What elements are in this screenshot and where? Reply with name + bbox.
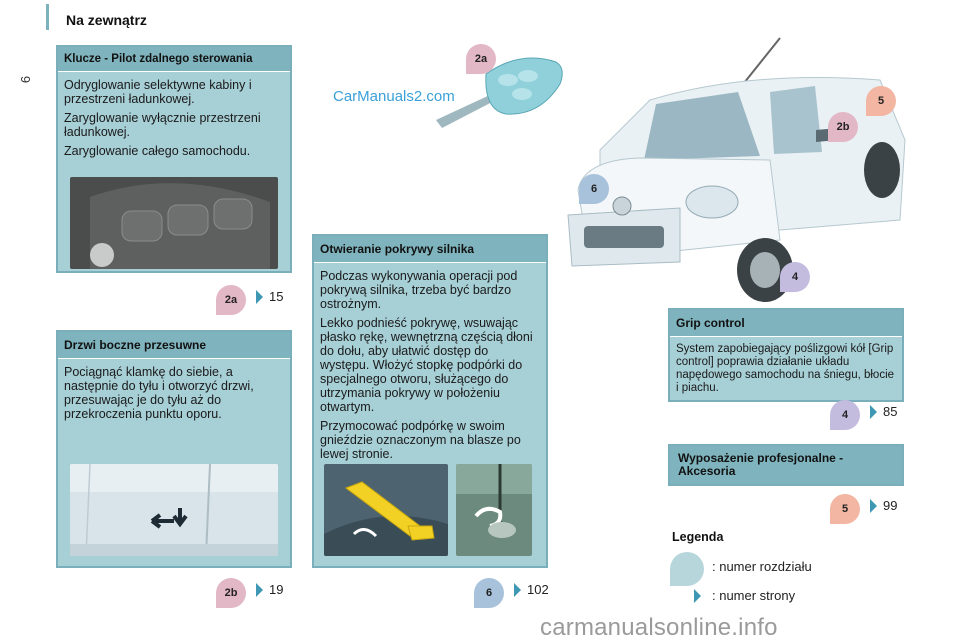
- arrow-right-icon: [256, 290, 263, 304]
- bonnet-prop-photo: [456, 464, 532, 556]
- keys-remote-text: [58, 72, 290, 169]
- page-reference[interactable]: [870, 404, 897, 419]
- watermark-bottom: carmanualsonline.info: [540, 614, 778, 640]
- bonnet-paragraph: Lekko podnieść pokrywę, wsuwając płasko rękę, wewnętrzną częścią dłoni do dołu, aby ułatwić dostęp do występu. Włożyć stopkę podpórki do specjalnego otworu, służącego do utrzymania pokrywy w położeniu otwartym.: [320, 316, 533, 414]
- chapter-badge: 2a: [216, 285, 246, 315]
- page-ref-number: 99: [883, 498, 898, 513]
- bonnet-text: [314, 263, 546, 472]
- accessories-box: [668, 444, 904, 486]
- keys-remote-box: [56, 45, 292, 273]
- grip-control-title: Grip control: [670, 310, 902, 337]
- keys-paragraph: Odryglowanie selektywne kabiny i przestrzeni ładunkowej.: [64, 78, 252, 106]
- page-number: 6: [18, 75, 34, 84]
- legend-chapter-label: : numer rozdziału: [712, 559, 812, 574]
- bonnet-paragraph: Przymocować podpórkę w swoim gnieździe oznaczonym na blasze po lewej stronie.: [320, 419, 521, 461]
- page-reference[interactable]: [256, 582, 283, 597]
- arrow-right-icon: [870, 405, 877, 419]
- sliding-door-box: [56, 330, 292, 568]
- remote-key-photo: [70, 177, 278, 269]
- page-ref-number: 19: [269, 582, 284, 597]
- legend-page-label: : numer strony: [712, 588, 796, 603]
- accessories-title: Wyposażenie profesjonalne - Akcesoria: [670, 446, 902, 484]
- arrow-right-icon: [256, 583, 263, 597]
- sliding-door-text: Pociągnąć klamkę do siebie, a następnie do tyłu i otworzyć drzwi, przesuwając je do tyłu aż do przekroczenia punktu oporu.: [64, 365, 254, 421]
- illustration-label-key: 2a: [466, 44, 496, 74]
- chapter-badge: 6: [474, 578, 504, 608]
- chapter-badge: 2b: [216, 578, 246, 608]
- page-ref-number: 85: [883, 404, 898, 419]
- page-ref-number: 15: [269, 289, 284, 304]
- key-illustration: [430, 50, 570, 140]
- keys-remote-title: Klucze - Pilot zdalnego sterowania: [58, 47, 290, 72]
- van-illustration: [560, 30, 920, 310]
- keys-paragraph: Zaryglowanie całego samochodu.: [64, 144, 251, 158]
- page-title: Na zewnątrz: [66, 12, 147, 28]
- grip-control-box: [668, 308, 904, 402]
- legend-title: Legenda: [672, 530, 724, 544]
- arrow-right-icon: [870, 499, 877, 513]
- legend-chapter-badge-icon: [670, 552, 704, 586]
- watermark-top: CarManuals2.com: [333, 88, 455, 105]
- illustration-label-wheel: 4: [780, 262, 810, 292]
- page-ref-number: 102: [527, 582, 549, 597]
- page-reference[interactable]: [514, 582, 549, 597]
- header-accent-bar: [46, 4, 49, 30]
- legend-arrow-icon: [694, 589, 701, 603]
- sliding-door-photo: [70, 464, 278, 556]
- page-reference[interactable]: [870, 498, 897, 513]
- illustration-label-bonnet: 6: [579, 174, 609, 204]
- bonnet-lever-photo: [324, 464, 448, 556]
- page-reference[interactable]: [256, 289, 283, 304]
- bonnet-title: Otwieranie pokrywy silnika: [314, 236, 546, 263]
- grip-control-text: System zapobiegający poślizgowi kół [Grip control] poprawia działanie układu napędowego samochodu na śniegu, błocie i piachu.: [676, 343, 895, 394]
- illustration-label-rear: 5: [866, 86, 896, 116]
- keys-paragraph: Zaryglowanie wyłącznie przestrzeni ładunkowej.: [64, 111, 261, 139]
- sliding-door-title: Drzwi boczne przesuwne: [58, 332, 290, 359]
- bonnet-box: [312, 234, 548, 568]
- illustration-label-mirror: 2b: [828, 112, 858, 142]
- chapter-badge: 4: [830, 400, 860, 430]
- chapter-badge: 5: [830, 494, 860, 524]
- bonnet-paragraph: Podczas wykonywania operacji pod pokrywą silnika, trzeba być bardzo ostrożnym.: [320, 269, 518, 311]
- arrow-right-icon: [514, 583, 521, 597]
